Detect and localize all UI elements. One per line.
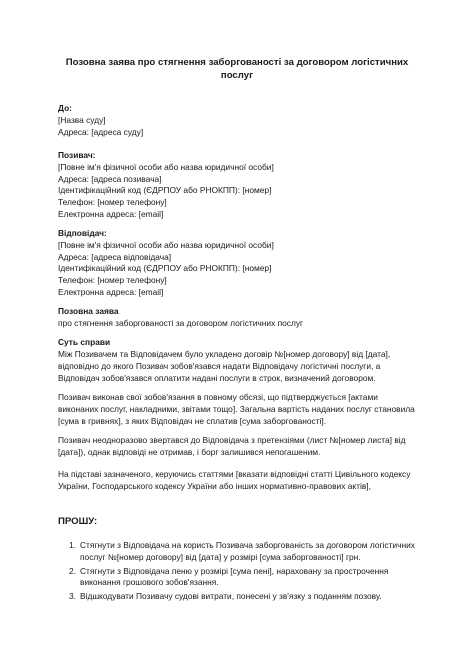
document-title: Позовна заява про стягнення заборгованості за договором логістичних послуг — [65, 57, 409, 81]
defendant-name: [Повне ім'я фізичної особи або назва юридичної особи] — [58, 239, 274, 250]
defendant-address: Адреса: [адреса відповідача] — [58, 251, 172, 262]
court-address: Адреса: [адреса суду] — [58, 126, 144, 137]
essence-paragraph-3: Позивач неодноразово звертався до Відповідача з претензіями (лист №[номер листа] від [дата]), однак відповіді не отримав, і борг залишився непогашеним. — [58, 435, 406, 457]
recipient-heading: До: — [58, 103, 72, 113]
defendant-email: Електронна адреса: [email] — [58, 286, 164, 297]
claim-block — [58, 306, 418, 330]
plaintiff-block — [58, 150, 418, 221]
plaintiff-phone: Телефон: [номер телефону] — [58, 197, 167, 208]
plaintiff-email: Електронна адреса: [email] — [58, 208, 164, 219]
defendant-phone: Телефон: [номер телефону] — [58, 275, 167, 286]
request-item-text: Стягнути з Відповідача пеню у розмірі [сума пені], нараховану за прострочення виконання грошового зобов'язання. — [80, 565, 389, 588]
plaintiff-id-code: Ідентифікаційний код (ЄДРПОУ або РНОКПП): [номер] — [58, 185, 272, 196]
case-essence-heading-block — [58, 337, 418, 349]
plaintiff-name: [Повне ім'я фізичної особи або назва юридичної особи] — [58, 161, 274, 172]
court-name: [Назва суду] — [58, 114, 106, 125]
plaintiff-heading: Позивач: — [58, 150, 96, 160]
case-essence-heading: Суть справи — [58, 337, 111, 347]
essence-paragraph-4: На підставі зазначеного, керуючись статтями [вказати відповідні статті Цивільного кодексу України, Господарського кодексу України або інших нормативно-правових актів], — [58, 469, 411, 491]
request-item-text: Стягнути з Відповідача на користь Позивача заборгованість за договором логістичних послуг №[номер договору] від [дата] у розмірі [сума заборгованості] грн. — [80, 540, 415, 562]
request-item: 3. Відшкодувати Позивачу судові витрати, понесені у зв'язку з поданням позову. — [69, 591, 382, 602]
request-item: 2. Стягнути з Відповідача пеню у розмірі [сума пені], нараховану за прострочення виконання грошового зобов'язання. — [69, 565, 389, 588]
request-item-text: Відшкодувати Позивачу судові витрати, понесені у зв'язку з поданням позову. — [80, 591, 382, 602]
plaintiff-address: Адреса: [адреса позивача] — [58, 173, 162, 184]
defendant-heading: Відповідач: — [58, 228, 107, 238]
request-item: 1. Стягнути з Відповідача на користь Позивача заборгованість за договором логістичних послуг №[номер договору] від [дата] у розмірі [сума заборгованості] грн. — [69, 540, 415, 562]
defendant-id-code: Ідентифікаційний код (ЄДРПОУ або РНОКПП): [номер] — [58, 263, 272, 274]
recipient-block — [58, 103, 418, 138]
defendant-block — [58, 228, 418, 299]
request-list — [58, 540, 420, 603]
essence-paragraph-1: Між Позивачем та Відповідачем було укладено договір №[номер договору] від [дата], відповідно до якого Позивач зобов'язався надати Відповідачу логістичні послуги, а Відповідач зобов'язався оплатити надані послуги в строк, визначений договором. — [58, 349, 391, 383]
request-heading: ПРОШУ: — [58, 516, 98, 527]
claim-subject: про стягнення заборгованості за договором логістичних послуг — [58, 317, 304, 328]
essence-paragraph-2: Позивач виконав свої зобов'язання в повному обсязі, що підтверджується [актами виконаних послуг, накладними, звітами тощо]. Загальна вартість наданих послуг становила [сума в гривнях], з яких Відповідач не сплатив [сума заборгованості]. — [58, 392, 415, 426]
claim-heading: Позовна заява — [58, 306, 119, 316]
